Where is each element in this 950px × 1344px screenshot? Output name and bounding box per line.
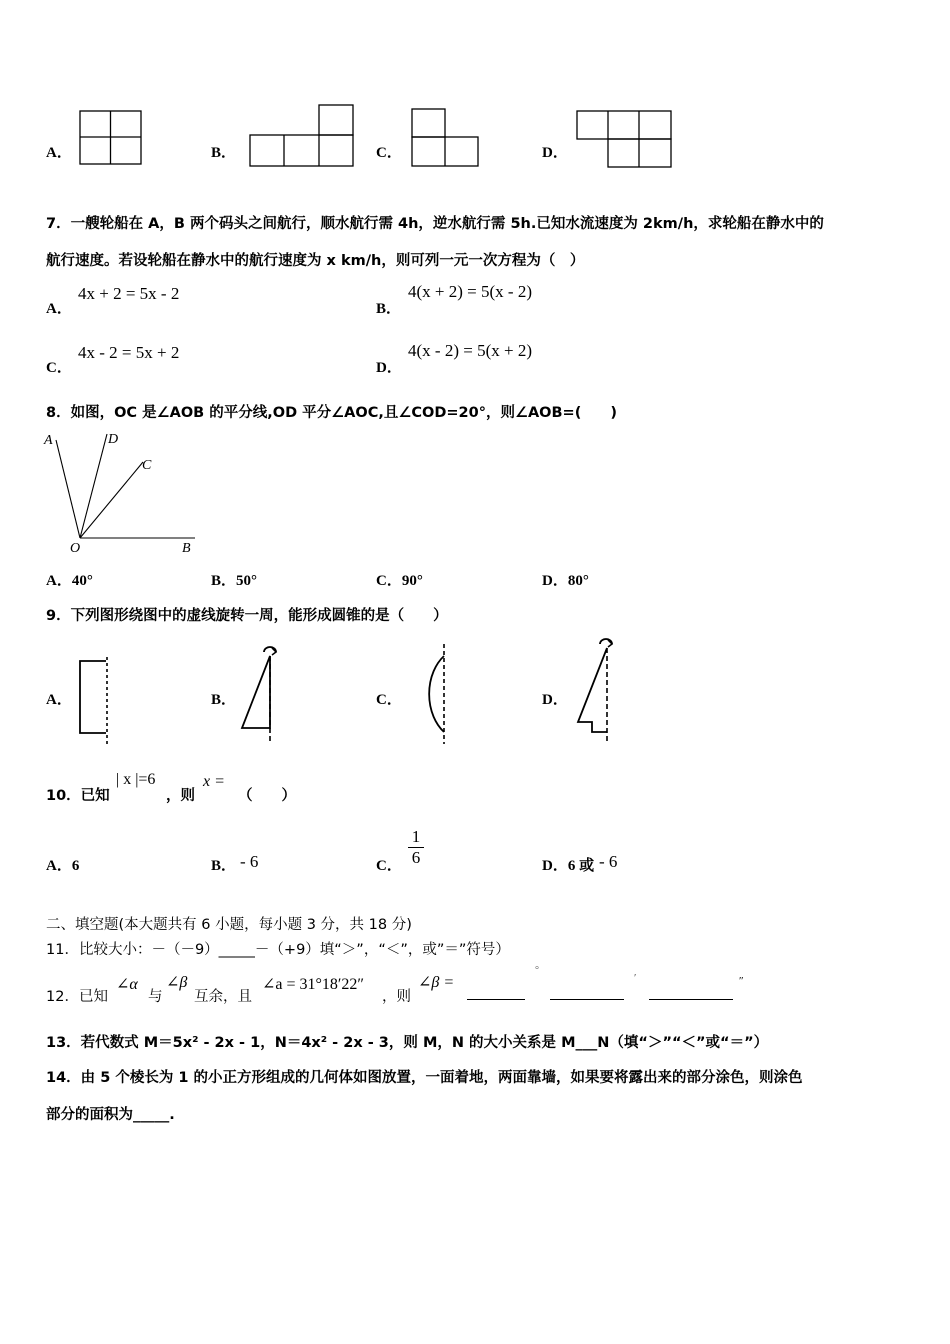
q10-option-b-value: - 6 xyxy=(240,852,259,871)
q12-degree-mark: ° xyxy=(535,965,539,976)
q7-option-b-label: B． xyxy=(376,301,402,317)
q12-minute-mark: ′ xyxy=(634,972,637,984)
q8-label-c: C xyxy=(142,458,152,473)
q12-answer-blank-degrees[interactable] xyxy=(467,983,525,1000)
q10-option-d-label: D．6 或 xyxy=(542,858,595,874)
q7-stem-line1: 7．一艘轮船在 A，B 两个码头之间航行，顺水航行需 4h，逆水航行需 5h.已知水流速度为 2km/h，求轮船在静水中的 xyxy=(46,216,824,232)
q9-figure-triangle xyxy=(236,640,286,748)
q9-option-d-label: D． xyxy=(542,692,568,708)
q12-then: ，则 xyxy=(382,989,411,1005)
q9-option-c-label: C． xyxy=(376,692,402,708)
q10-condition: | x |=6 xyxy=(116,771,156,788)
q6-figure-d xyxy=(576,110,674,170)
q8-option-a: A．40° xyxy=(46,573,93,589)
q6-option-c-label: C． xyxy=(376,145,402,161)
q10-option-a: A．6 xyxy=(46,858,80,874)
q8-label-a: A xyxy=(44,433,53,448)
q8-stem: 8．如图，OC 是∠AOB 的平分线,OD 平分∠AOC,且∠COD=20°，则∠AOB=( ) xyxy=(46,405,617,421)
q7-option-a-label: A． xyxy=(46,301,72,317)
q9-option-b-label: B． xyxy=(211,692,237,708)
q10-fraction-numerator: 1 xyxy=(411,827,421,846)
q6-option-b-label: B． xyxy=(211,145,237,161)
q12-complementary: 互余，且 xyxy=(194,989,252,1005)
q6-figure-c xyxy=(410,107,482,169)
q8-option-d: D．80° xyxy=(542,573,589,589)
q12-beta: ∠β xyxy=(166,974,188,991)
q8-option-c: C．90° xyxy=(376,573,423,589)
q10-variable: x = xyxy=(203,773,225,790)
q12-answer-blank-seconds[interactable] xyxy=(649,983,733,1000)
q12-second-mark: ″ xyxy=(739,975,744,987)
q8-label-o: O xyxy=(70,541,81,556)
q10-option-c-fraction xyxy=(408,828,424,867)
q10-option-b-label: B． xyxy=(211,858,237,874)
q9-stem: 9．下列图形绕图中的虚线旋转一周，能形成圆锥的是（ ） xyxy=(46,608,448,624)
q12-with: 与 xyxy=(148,989,163,1005)
q6-figure-b xyxy=(248,104,356,168)
q9-figure-trapezoid xyxy=(570,632,622,748)
q6-figure-a xyxy=(79,110,143,166)
q14-stem-line1: 14．由 5 个棱长为 1 的小正方形组成的几何体如图放置，一面着地，两面靠墙，如果要将露出来的部分涂色，则涂色 xyxy=(46,1070,803,1086)
q6-option-d-label: D． xyxy=(542,145,568,161)
q9-figure-rectangle xyxy=(76,655,116,747)
q7-option-d-label: D． xyxy=(376,360,402,376)
q9-option-a-label: A． xyxy=(46,692,72,708)
q8-label-d: D xyxy=(108,432,119,447)
q12-given-angle: ∠a = 31°18′22″ xyxy=(262,976,365,993)
q10-then: ，则 xyxy=(166,788,195,804)
q12-alpha: ∠α xyxy=(116,976,138,993)
q7-stem-line2: 航行速度。若设轮船在静水中的航行速度为 x km/h，则可列一元一次方程为（ ） xyxy=(46,253,585,269)
q13-stem: 13．若代数式 M＝5x² - 2x - 1，N＝4x² - 2x - 3，则 M，N 的大小关系是 M___N（填“＞”“＜”或“＝”） xyxy=(46,1035,769,1051)
q7-option-b-equation: 4(x + 2) = 5(x - 2) xyxy=(408,282,532,301)
q10-option-d-value: - 6 xyxy=(599,852,618,871)
q10-suffix: （ ） xyxy=(238,788,296,804)
q10-option-c-label: C． xyxy=(376,858,402,874)
q12-prefix: 12．已知 xyxy=(46,989,108,1005)
q7-option-c-equation: 4x - 2 = 5x + 2 xyxy=(78,343,180,362)
q12-beta-equals: ∠β = xyxy=(418,974,455,991)
q7-option-d-equation: 4(x - 2) = 5(x + 2) xyxy=(408,341,532,360)
q8-label-b: B xyxy=(182,541,191,556)
section-2-title: 二、填空题(本大题共有 6 小题，每小题 3 分，共 18 分) xyxy=(46,917,412,933)
q10-fraction-denominator: 6 xyxy=(411,848,421,867)
q10-prefix: 10．已知 xyxy=(46,788,110,804)
q6-option-a-label: A． xyxy=(46,145,72,161)
q8-option-b: B．50° xyxy=(211,573,258,589)
q7-option-c-label: C． xyxy=(46,360,72,376)
q14-stem-line2: 部分的面积为_____. xyxy=(46,1107,175,1123)
q7-option-a-equation: 4x + 2 = 5x - 2 xyxy=(78,284,180,303)
q8-angle-figure xyxy=(40,428,210,556)
q9-figure-semicircle xyxy=(402,640,452,748)
q12-answer-blank-minutes[interactable] xyxy=(550,983,624,1000)
q11-stem: 11．比较大小：－（－9）_____－（+9）填“＞”，“＜”，或”＝”符号） xyxy=(46,942,510,958)
